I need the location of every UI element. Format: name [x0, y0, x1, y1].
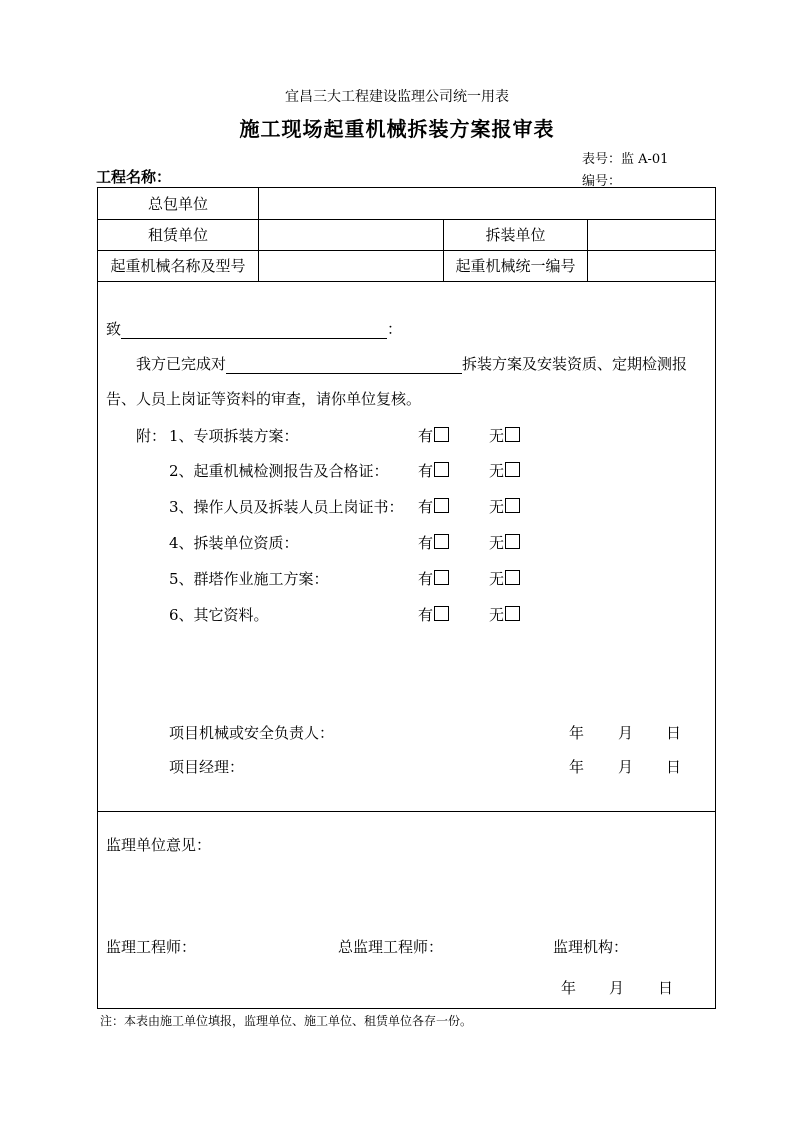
machine-name-label: 起重机械名称及型号	[110, 257, 246, 275]
attachment-label: 6、其它资料。	[169, 606, 269, 624]
serial-number-label: 编号：	[582, 174, 622, 189]
checkbox-icon[interactable]	[505, 606, 520, 621]
checkbox-icon[interactable]	[505, 570, 520, 585]
installer-field[interactable]	[588, 220, 715, 250]
attachments-prefix: 附：	[136, 427, 167, 445]
machine-name-field[interactable]	[259, 251, 443, 281]
checkbox-icon[interactable]	[434, 427, 449, 442]
checkbox-icon[interactable]	[434, 462, 449, 477]
attachment-yes[interactable]: 有	[418, 425, 449, 446]
statement-line-2: 告、人员上岗证等资料的审查，请你单位复核。	[106, 390, 422, 408]
general-contractor-field[interactable]	[259, 189, 715, 219]
checkbox-icon[interactable]	[505, 462, 520, 477]
chief-supervisor-label: 总监理工程师：	[338, 938, 444, 956]
date-day: 日	[666, 758, 682, 776]
date-month: 月	[618, 758, 634, 776]
attachment-label: 5、群塔作业施工方案：	[169, 570, 329, 588]
attachment-no[interactable]: 无	[489, 496, 520, 517]
attachment-no[interactable]: 无	[489, 532, 520, 553]
checkbox-icon[interactable]	[434, 570, 449, 585]
form-number: 表号：监 A-01	[582, 152, 669, 167]
supervision-opinion-label: 监理单位意见：	[106, 836, 212, 854]
lessor-label: 租赁单位	[147, 226, 208, 244]
general-contractor-label: 总包单位	[147, 195, 208, 213]
addressee-line	[106, 318, 402, 339]
safety-officer-signature-label: 项目机械或安全负责人：	[169, 724, 335, 742]
attachment-yes[interactable]: 有	[418, 568, 449, 589]
date-year: 年	[569, 758, 585, 776]
attachment-yes[interactable]: 有	[418, 604, 449, 625]
checkbox-icon[interactable]	[434, 534, 449, 549]
date-month: 月	[609, 979, 625, 997]
attachment-label: 3、操作人员及拆装人员上岗证书：	[169, 498, 404, 516]
project-manager-signature-label: 项目经理：	[169, 758, 245, 776]
statement-prefix: 我方已完成对	[136, 355, 227, 373]
date-year: 年	[569, 724, 585, 742]
checkbox-icon[interactable]	[505, 534, 520, 549]
checkbox-icon[interactable]	[505, 498, 520, 513]
addressee-blank[interactable]	[121, 320, 387, 339]
date-day: 日	[666, 724, 682, 742]
statement-suffix: 拆装方案及安装资质、定期检测报	[462, 355, 688, 373]
machine-code-field[interactable]	[588, 251, 715, 281]
attachment-yes[interactable]: 有	[418, 496, 449, 517]
attachment-no[interactable]: 无	[489, 568, 520, 589]
machine-code-label: 起重机械统一编号	[455, 257, 576, 275]
lessor-field[interactable]	[259, 220, 443, 250]
attachment-label: 4、拆装单位资质：	[169, 534, 299, 552]
checkbox-icon[interactable]	[505, 427, 520, 442]
date-month: 月	[618, 724, 634, 742]
date-year: 年	[561, 979, 577, 997]
attachment-no[interactable]: 无	[489, 604, 520, 625]
form-title: 施工现场起重机械拆装方案报审表	[239, 117, 555, 141]
form-table	[97, 187, 716, 1009]
attachment-no[interactable]: 无	[489, 425, 520, 446]
installer-label: 拆装单位	[485, 226, 546, 244]
attachment-label: 2、起重机械检测报告及合格证：	[169, 462, 389, 480]
row-divider	[98, 281, 715, 282]
statement-line-1	[136, 353, 687, 374]
supervision-agency-label: 监理机构：	[553, 938, 629, 956]
date-day: 日	[658, 979, 674, 997]
statement-blank[interactable]	[226, 355, 462, 374]
project-name-label: 工程名称：	[96, 168, 172, 186]
attachment-no[interactable]: 无	[489, 460, 520, 481]
attachment-label: 1、专项拆装方案：	[169, 427, 299, 445]
attachment-yes[interactable]: 有	[418, 460, 449, 481]
addressee-prefix: 致	[106, 320, 122, 338]
checkbox-icon[interactable]	[434, 498, 449, 513]
addressee-suffix: ：	[387, 320, 403, 338]
section-divider	[98, 811, 715, 812]
checkbox-icon[interactable]	[434, 606, 449, 621]
organization-name: 宜昌三大工程建设监理公司统一用表	[285, 89, 509, 105]
attachment-yes[interactable]: 有	[418, 532, 449, 553]
footnote: 注：本表由施工单位填报，监理单位、施工单位、租赁单位各存一份。	[100, 1014, 473, 1028]
supervising-engineer-label: 监理工程师：	[106, 938, 197, 956]
